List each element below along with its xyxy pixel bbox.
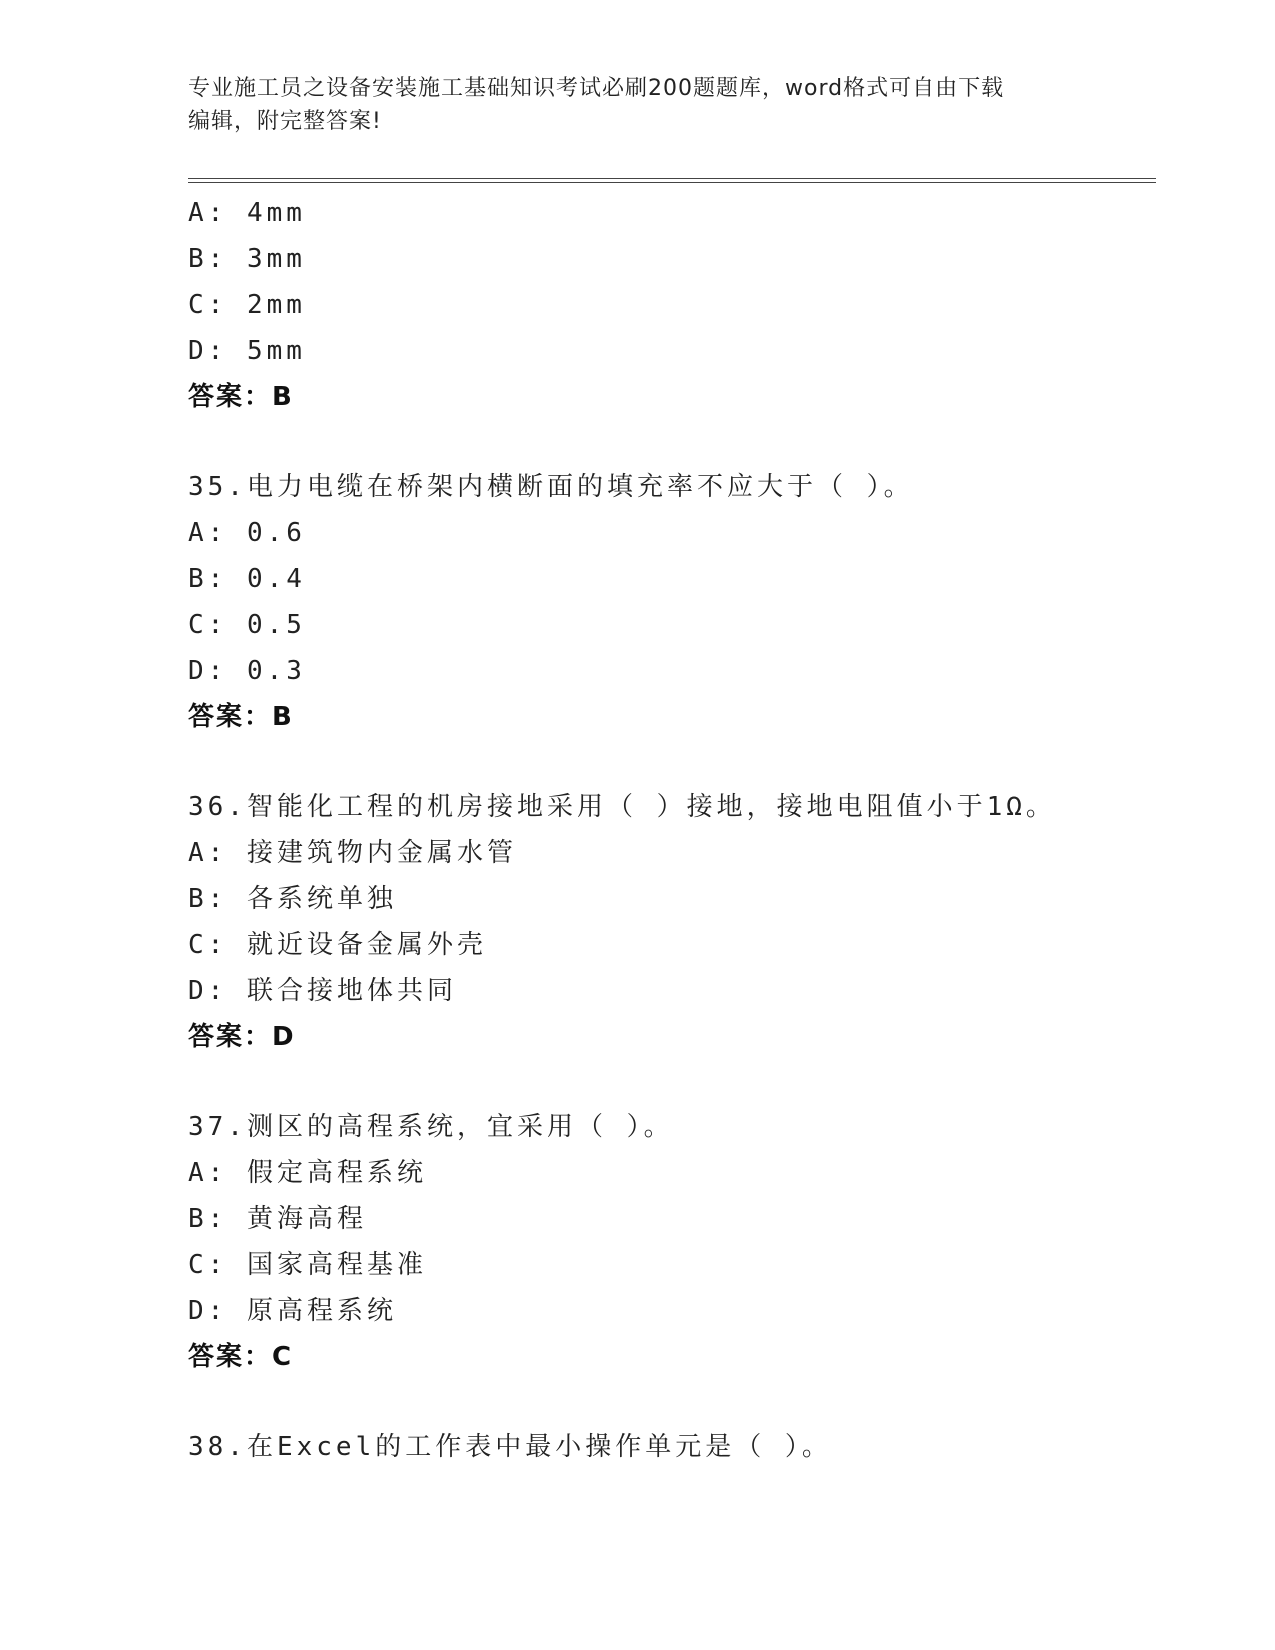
option-d: D: 联合接地体共同 — [188, 976, 457, 1006]
question-text: 36.智能化工程的机房接地采用（ ）接地，接地电阻值小于1Ω。 — [188, 792, 1056, 822]
option-b: B: 黄海高程 — [188, 1204, 367, 1234]
answer: 答案：C — [188, 1342, 294, 1372]
question-text: 38.在Excel的工作表中最小操作单元是（ ）。 — [188, 1432, 832, 1462]
option-a: A: 0.6 — [188, 518, 306, 548]
question-35 — [188, 464, 1148, 740]
header-line-1: 专业施工员之设备安装施工基础知识考试必刷200题题库，word格式可自由下载 — [188, 76, 1005, 101]
answer: 答案：B — [188, 382, 294, 412]
question-34 — [188, 190, 1148, 420]
question-36 — [188, 784, 1148, 1060]
option-c: C: 2mm — [188, 290, 306, 320]
question-list — [188, 190, 1148, 1470]
option-b: B: 各系统单独 — [188, 884, 397, 914]
question-text: 35.电力电缆在桥架内横断面的填充率不应大于（ ）。 — [188, 472, 914, 502]
spacer — [188, 1060, 1148, 1104]
option-d: D: 0.3 — [188, 656, 306, 686]
option-b: B: 0.4 — [188, 564, 306, 594]
document-header — [188, 72, 1088, 138]
option-d: D: 5mm — [188, 336, 306, 366]
question-37 — [188, 1104, 1148, 1380]
option-a: A: 4mm — [188, 198, 306, 228]
header-line-2: 编辑，附完整答案! — [188, 109, 382, 134]
spacer — [188, 1380, 1148, 1424]
answer: 答案：B — [188, 702, 294, 732]
option-d: D: 原高程系统 — [188, 1296, 397, 1326]
header-divider — [188, 178, 1156, 183]
question-text: 37.测区的高程系统，宜采用（ ）。 — [188, 1112, 674, 1142]
answer: 答案：D — [188, 1022, 296, 1052]
spacer — [188, 420, 1148, 464]
option-b: B: 3mm — [188, 244, 306, 274]
option-a: A: 假定高程系统 — [188, 1158, 427, 1188]
option-a: A: 接建筑物内金属水管 — [188, 838, 517, 868]
question-38 — [188, 1424, 1148, 1470]
option-c: C: 0.5 — [188, 610, 306, 640]
option-c: C: 国家高程基准 — [188, 1250, 427, 1280]
spacer — [188, 740, 1148, 784]
option-c: C: 就近设备金属外壳 — [188, 930, 487, 960]
